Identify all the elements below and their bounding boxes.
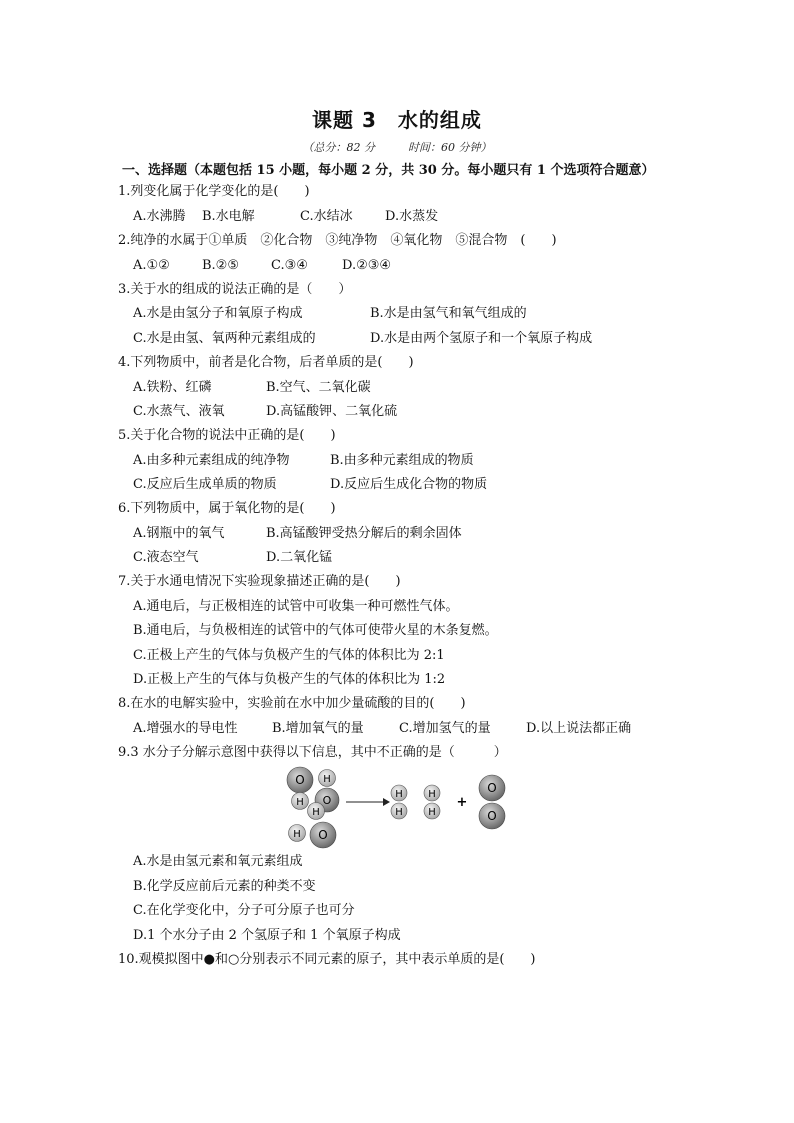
q3-option-c: C.水是由氢、氧两种元素组成的: [133, 331, 316, 346]
section-heading: 一、选择题（本题包括 15 小题，每小题 2 分，共 30 分。每小题只有 1 个选项符合题意）: [122, 163, 655, 178]
q7-option-d: D.正极上产生的气体与负极产生的气体的体积比为 1:2: [133, 672, 446, 687]
q4-option-a: A.铁粉、红磷: [133, 380, 212, 395]
q3-option-d: D.水是由两个氢原子和一个氧原子构成: [370, 331, 593, 346]
q1-option-c: C.水结冰: [300, 209, 353, 224]
q8-option-b: B.增加氧气的量: [272, 721, 364, 736]
q3-option-a: A.水是由氢分子和氧原子构成: [133, 306, 303, 321]
svg-text:H: H: [395, 807, 403, 818]
water-molecule-2: [292, 788, 340, 820]
q3-option-b: B.水是由氢气和氧气组成的: [370, 306, 527, 321]
page-title: 课题 3 水的组成: [312, 108, 482, 132]
q7-option-c: C.正极上产生的气体与负极产生的气体的体积比为 2:1: [133, 648, 445, 663]
water-decomposition-diagram: [282, 766, 512, 850]
q2-option-b: B.②⑤: [202, 258, 239, 273]
oxygen-molecule: [479, 775, 505, 829]
q8-option-c: C.增加氢气的量: [399, 721, 491, 736]
svg-text:O: O: [322, 794, 332, 807]
water-molecule-3: [289, 822, 337, 848]
question-6-stem: 6.下列物质中，属于氧化物的是( ): [118, 501, 336, 516]
svg-text:H: H: [323, 774, 331, 785]
svg-text:H: H: [395, 789, 403, 800]
q1-option-d: D.水蒸发: [385, 209, 439, 224]
reaction-arrow: [346, 798, 390, 806]
q2-option-c: C.③④: [271, 258, 308, 273]
question-8-stem: 8.在水的电解实验中，实验前在水中加少量硫酸的目的( ): [118, 696, 466, 711]
question-3-stem: 3.关于水的组成的说法正确的是（ ）: [118, 282, 352, 297]
question-10-stem: 10.观模拟图中●和○分别表示不同元素的原子，其中表示单质的是( ): [118, 952, 536, 967]
q9-option-d: D.1 个水分子由 2 个氢原子和 1 个氧原子构成: [133, 928, 401, 943]
svg-text:O: O: [487, 809, 497, 823]
question-9-stem: 9.3 水分子分解示意图中获得以下信息，其中不正确的是（ ）: [118, 745, 507, 760]
q2-option-a: A.①②: [133, 258, 170, 273]
q7-option-b: B.通电后，与负极相连的试管中的气体可使带火星的木条复燃。: [133, 623, 498, 638]
question-7-stem: 7.关于水通电情况下实验现象描述正确的是( ): [118, 574, 401, 589]
svg-text:H: H: [312, 807, 320, 818]
q8-option-a: A.增强水的导电性: [133, 721, 238, 736]
q9-option-a: A.水是由氢元素和氧元素组成: [133, 854, 303, 869]
question-2-stem: 2.纯净的水属于①单质 ②化合物 ③纯净物 ④氧化物 ⑤混合物 ( ): [118, 233, 557, 248]
q4-option-c: C.水蒸气、液氧: [133, 404, 225, 419]
q6-option-b: B.高锰酸钾受热分解后的剩余固体: [266, 526, 462, 541]
q4-option-d: D.高锰酸钾、二氧化硫: [266, 404, 398, 419]
svg-text:H: H: [296, 797, 304, 808]
question-4-stem: 4.下列物质中，前者是化合物，后者单质的是( ): [118, 355, 414, 370]
svg-text:O: O: [295, 773, 305, 787]
q5-option-c: C.反应后生成单质的物质: [133, 477, 277, 492]
q6-option-a: A.钢瓶中的氧气: [133, 526, 225, 541]
q1-option-a: A.水沸腾: [133, 209, 186, 224]
q5-option-b: B.由多种元素组成的物质: [330, 453, 474, 468]
q6-option-c: C.液态空气: [133, 550, 199, 565]
q7-option-a: A.通电后，与正极相连的试管中可收集一种可燃性气体。: [133, 599, 459, 614]
hydrogen-molecule-2: [424, 785, 440, 819]
plus-sign: +: [456, 795, 468, 810]
hydrogen-molecule-1: [391, 785, 407, 819]
question-5-stem: 5.关于化合物的说法中正确的是( ): [118, 428, 336, 443]
svg-text:O: O: [318, 828, 328, 842]
q5-option-d: D.反应后生成化合物的物质: [330, 477, 488, 492]
q9-option-c: C.在化学变化中，分子可分原子也可分: [133, 903, 355, 918]
svg-text:O: O: [487, 781, 497, 795]
svg-text:H: H: [293, 829, 301, 840]
question-1-stem: 1.列变化属于化学变化的是( ): [118, 184, 310, 199]
svg-text:H: H: [428, 807, 436, 818]
q1-option-b: B.水电解: [202, 209, 255, 224]
q8-option-d: D.以上说法都正确: [526, 721, 632, 736]
svg-text:H: H: [428, 789, 436, 800]
q9-option-b: B.化学反应前后元素的种类不变: [133, 879, 316, 894]
q4-option-b: B.空气、二氧化碳: [266, 380, 371, 395]
q2-option-d: D.②③④: [342, 258, 392, 273]
q6-option-d: D.二氧化锰: [266, 550, 333, 565]
score-time-info: （总分：82 分 时间：60 分钟）: [302, 141, 492, 154]
q5-option-a: A.由多种元素组成的纯净物: [133, 453, 290, 468]
